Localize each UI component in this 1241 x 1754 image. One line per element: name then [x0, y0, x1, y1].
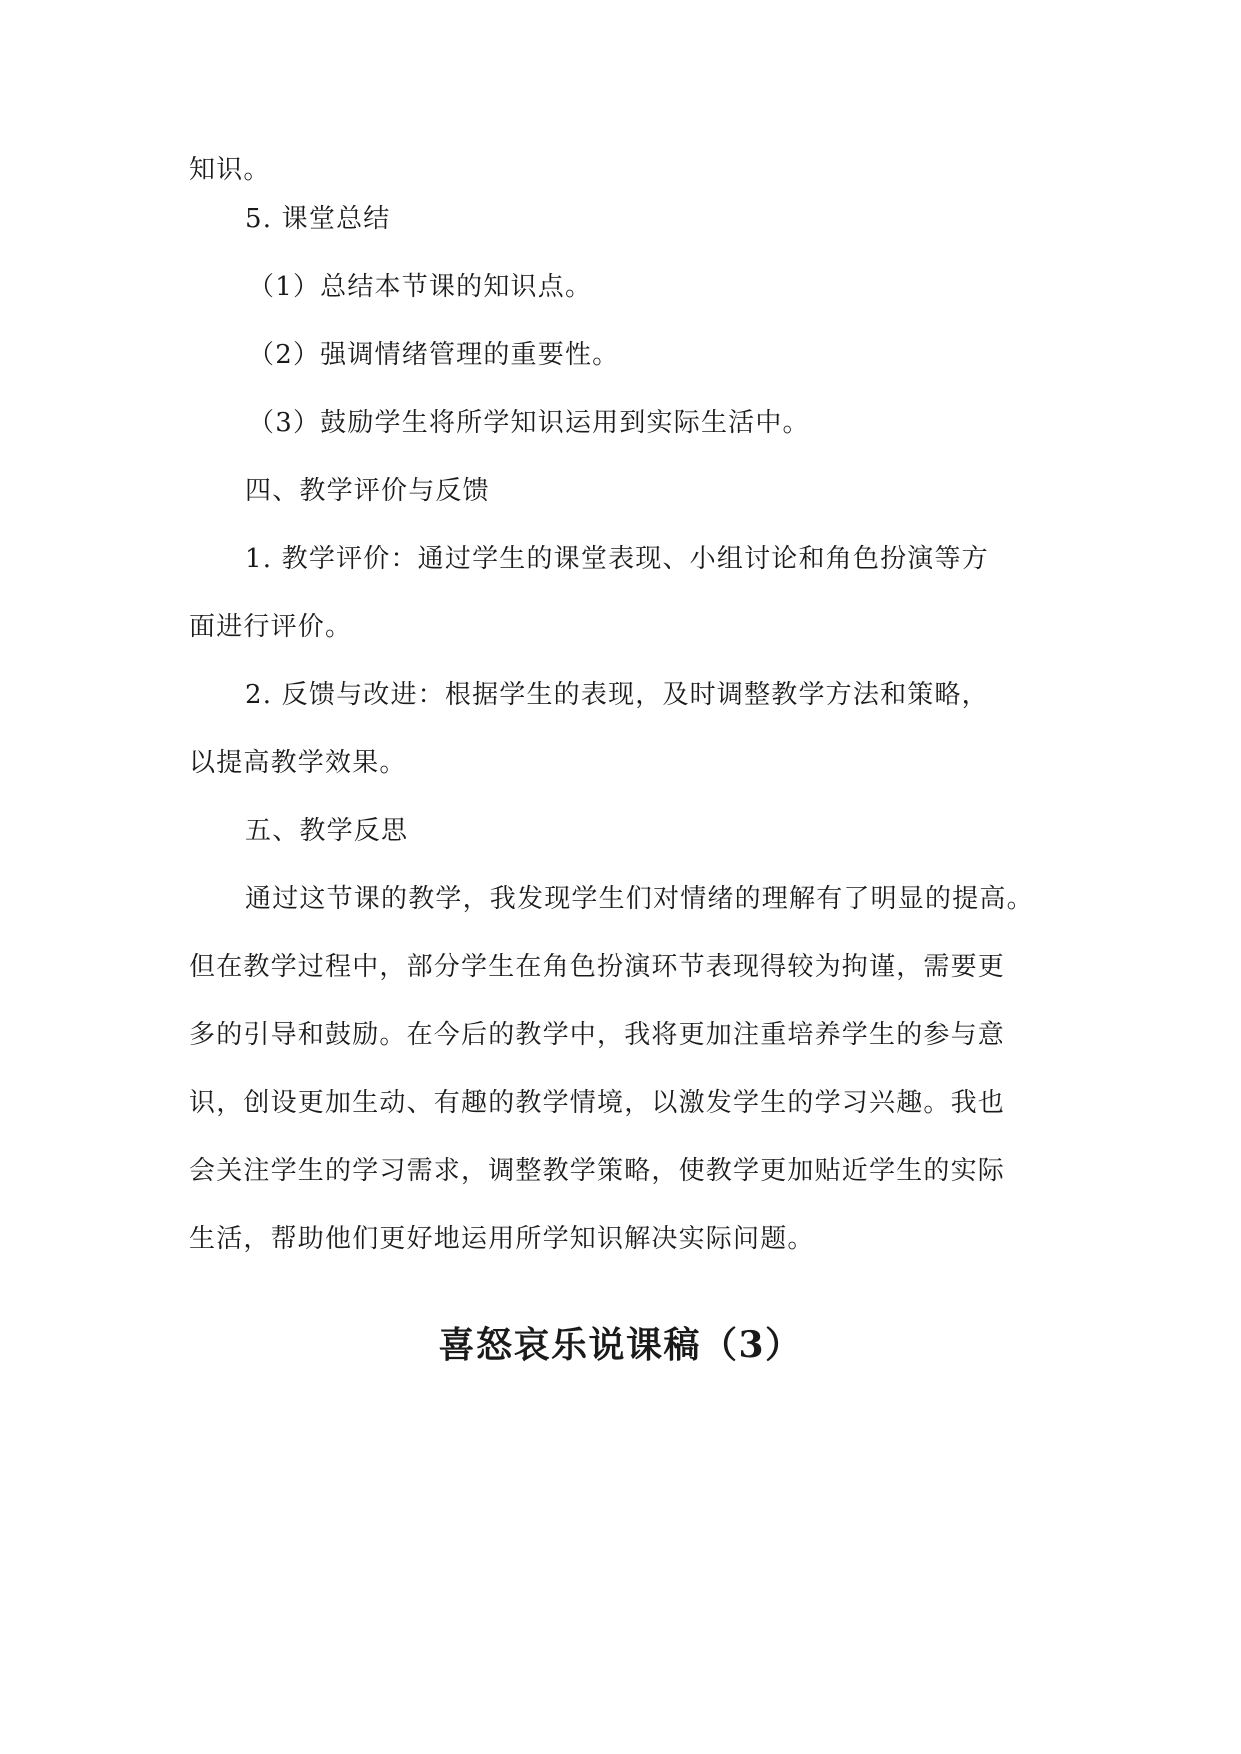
paragraph-line: 面进行评价。 [189, 612, 353, 642]
document-title: 喜怒哀乐说课稿（3） [438, 1324, 803, 1366]
paragraph-line: 1. 教学评价：通过学生的课堂表现、小组讨论和角色扮演等方 [245, 544, 989, 574]
paragraph-line: 但在教学过程中，部分学生在角色扮演环节表现得较为拘谨，需要更 [189, 952, 1006, 982]
list-item: （2）强调情绪管理的重要性。 [248, 340, 620, 370]
paragraph-line: 识，创设更加生动、有趣的教学情境，以激发学生的学习兴趣。我也 [189, 1088, 1006, 1118]
paragraph-line: 知识。 [189, 155, 271, 185]
section-heading: 五、教学反思 [245, 816, 409, 846]
list-item: （3）鼓励学生将所学知识运用到实际生活中。 [248, 408, 810, 438]
paragraph-line: 以提高教学效果。 [189, 748, 407, 778]
paragraph-line: 生活，帮助他们更好地运用所学知识解决实际问题。 [189, 1224, 815, 1254]
paragraph-line: 会关注学生的学习需求，调整教学策略，使教学更加贴近学生的实际 [189, 1156, 1006, 1186]
section-heading: 5. 课堂总结 [245, 204, 391, 234]
paragraph-line: 通过这节课的教学，我发现学生们对情绪的理解有了明显的提高。 [245, 884, 1034, 914]
list-item: （1）总结本节课的知识点。 [248, 272, 593, 302]
paragraph-line: 多的引导和鼓励。在今后的教学中，我将更加注重培养学生的参与意 [189, 1020, 1006, 1050]
paragraph-line: 2. 反馈与改进：根据学生的表现，及时调整教学方法和策略， [245, 680, 989, 710]
section-heading: 四、教学评价与反馈 [245, 476, 490, 506]
